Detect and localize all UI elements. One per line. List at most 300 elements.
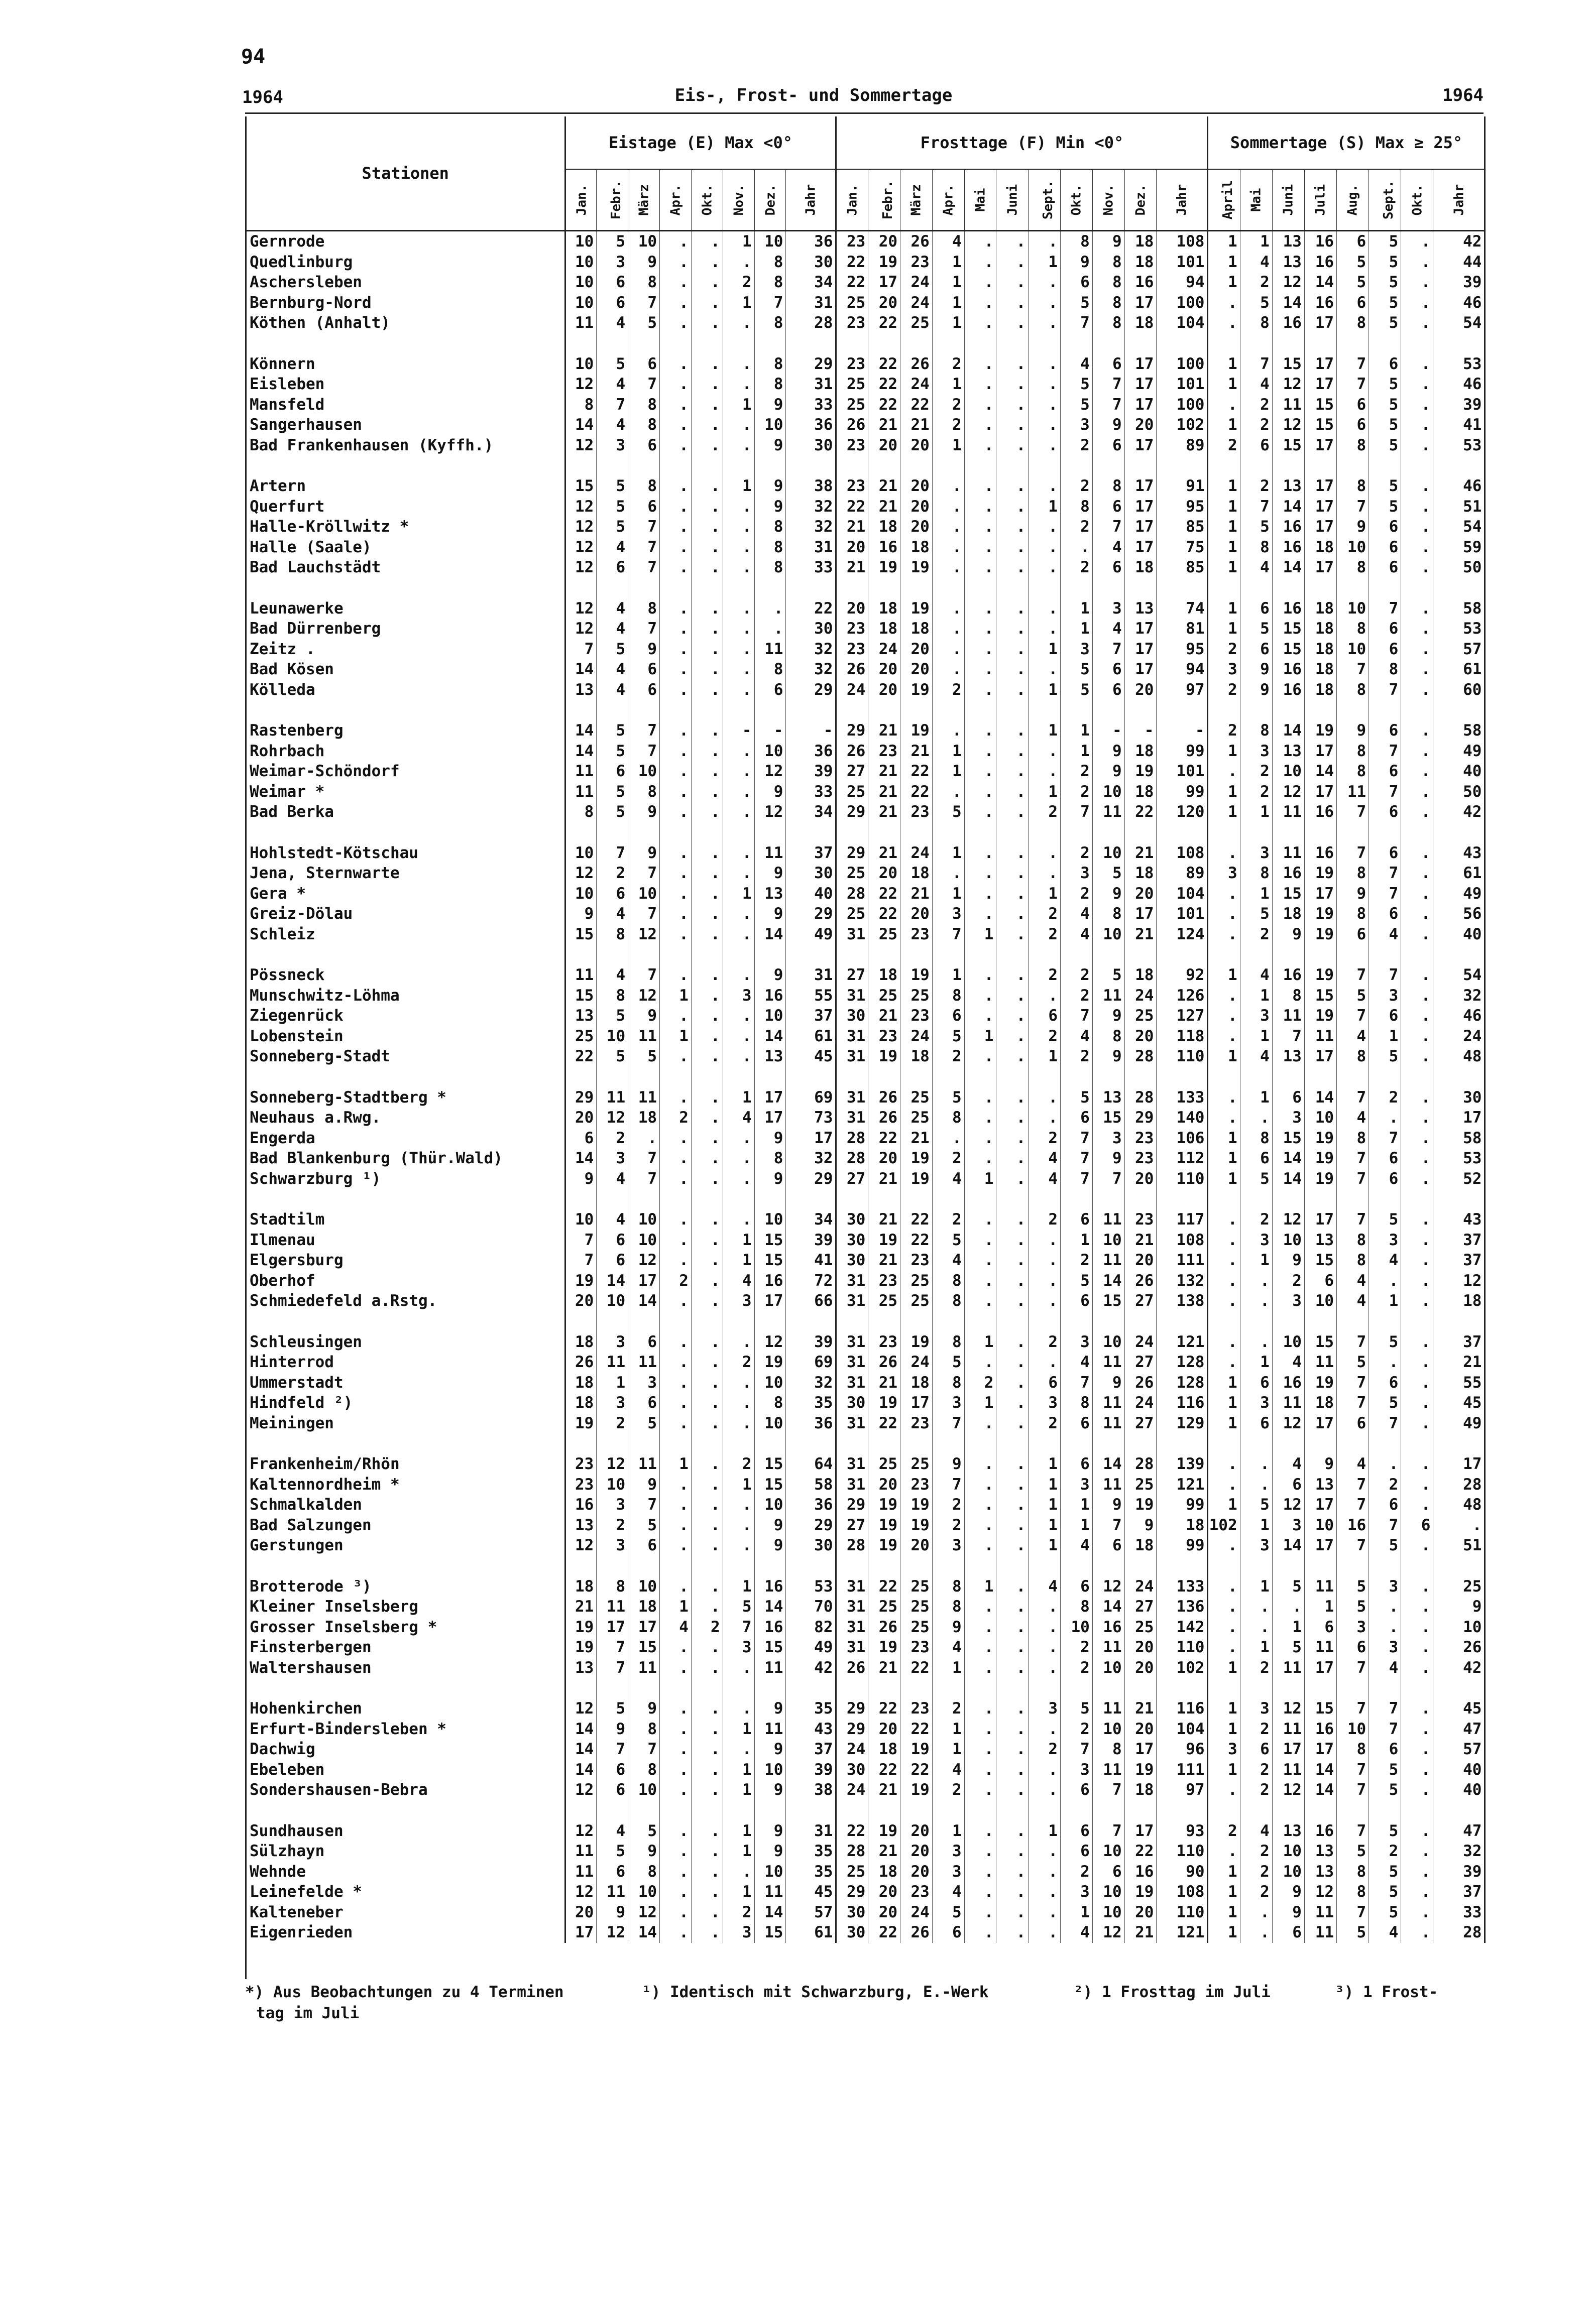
value-cell: 1 (1061, 1902, 1093, 1923)
spacer-cell (1433, 1311, 1485, 1332)
spacer-cell (1433, 578, 1485, 598)
spacer-cell (660, 1556, 692, 1576)
value-cell: 10 (1092, 843, 1124, 864)
value-cell: 16 (1092, 1617, 1124, 1638)
value-cell: . (1208, 1780, 1240, 1800)
value-cell: 12 (565, 435, 597, 456)
value-cell: . (1029, 863, 1061, 884)
value-cell: 5 (1369, 272, 1401, 293)
value-cell: 7 (597, 395, 628, 415)
value-cell: . (1029, 1291, 1061, 1311)
value-cell: 22 (900, 761, 933, 782)
value-cell: . (1208, 1576, 1240, 1597)
value-cell: 26 (868, 1087, 900, 1108)
value-cell: 1 (1029, 1475, 1061, 1495)
value-cell: 18 (565, 1332, 597, 1353)
value-cell: 10 (565, 354, 597, 375)
value-cell: 3 (1061, 1882, 1093, 1902)
value-cell: 19 (900, 598, 933, 619)
value-cell: . (691, 1739, 723, 1760)
value-cell: 28 (1124, 1454, 1157, 1475)
value-cell: 5 (1337, 1576, 1369, 1597)
value-cell: 3 (1240, 1535, 1272, 1556)
value-cell: . (1208, 1841, 1240, 1862)
value-cell: . (723, 1495, 754, 1515)
value-cell: 10 (1337, 598, 1369, 619)
value-cell: 1 (723, 1576, 754, 1597)
spacer-cell (868, 1311, 900, 1332)
value-cell: . (932, 863, 964, 884)
value-cell: 3 (597, 1495, 628, 1515)
spacer-cell (723, 455, 754, 476)
value-cell: 2 (1208, 1821, 1240, 1842)
value-cell: 7 (1337, 1821, 1369, 1842)
spacer-cell (996, 1311, 1029, 1332)
value-cell: 7 (1337, 1698, 1369, 1719)
spacer-cell (1272, 1189, 1304, 1209)
value-cell: . (691, 1454, 723, 1475)
spacer-cell (723, 1311, 754, 1332)
value-cell: 30 (786, 435, 836, 456)
value-cell: 7 (1061, 1169, 1093, 1189)
value-cell: 22 (900, 1230, 933, 1251)
spacer-cell (1208, 578, 1240, 598)
month-header (1092, 169, 1124, 231)
value-cell: 8 (1337, 1128, 1369, 1149)
value-cell: . (964, 1617, 996, 1638)
value-cell: 16 (754, 1271, 786, 1291)
value-cell: . (754, 598, 786, 619)
spacer-cell (964, 1678, 996, 1698)
value-cell: 16 (565, 1495, 597, 1515)
value-cell: 13 (565, 1658, 597, 1678)
value-cell: 1 (1208, 252, 1240, 273)
value-cell: 24 (900, 1026, 933, 1047)
value-cell: 16 (1304, 802, 1336, 822)
value-cell: . (1433, 1515, 1485, 1536)
value-cell: . (1208, 904, 1240, 924)
spacer-cell (723, 333, 754, 354)
table-row (247, 537, 1485, 558)
value-cell: . (691, 415, 723, 435)
table-row (247, 476, 1485, 497)
value-cell: 41 (1433, 415, 1485, 435)
value-cell: 19 (900, 1780, 933, 1800)
value-cell: 89 (1157, 435, 1208, 456)
value-cell: 3 (932, 1862, 964, 1882)
station-name: Köthen (Anhalt) (247, 313, 565, 333)
value-cell: 1 (1029, 884, 1061, 904)
spacer-cell (565, 700, 597, 720)
value-cell: 14 (1092, 1271, 1124, 1291)
value-cell: 28 (1433, 1922, 1485, 1943)
value-cell: 10 (1304, 1291, 1336, 1311)
value-cell: 1 (1208, 598, 1240, 619)
value-cell: 30 (786, 863, 836, 884)
spacer-cell (597, 1556, 628, 1576)
value-cell: 7 (628, 1148, 660, 1169)
spacer-cell (1061, 578, 1093, 598)
value-cell: 1 (932, 435, 964, 456)
value-cell: 6 (597, 1230, 628, 1251)
value-cell: . (691, 435, 723, 456)
value-cell: . (660, 272, 692, 293)
value-cell: 6 (1061, 1413, 1093, 1434)
value-cell: . (660, 924, 692, 945)
value-cell: 8 (754, 272, 786, 293)
value-cell: 9 (1272, 1902, 1304, 1923)
spacer-cell (1433, 822, 1485, 843)
value-cell: 19 (868, 1393, 900, 1413)
value-cell: 42 (1433, 1658, 1485, 1678)
value-cell: 7 (628, 720, 660, 741)
value-cell: 12 (1092, 1922, 1124, 1943)
value-cell: 25 (900, 986, 933, 1006)
spacer-cell (996, 944, 1029, 965)
value-cell: 8 (754, 1393, 786, 1413)
value-cell: 1 (723, 1760, 754, 1780)
value-cell: 21 (1124, 1698, 1157, 1719)
value-cell: 6 (1369, 619, 1401, 639)
spacer-cell (1208, 333, 1240, 354)
value-cell: 7 (628, 904, 660, 924)
month-header (786, 169, 836, 231)
value-cell: . (723, 965, 754, 986)
value-cell: 24 (1433, 1026, 1485, 1047)
value-cell: 1 (660, 986, 692, 1006)
value-cell: . (1029, 231, 1061, 252)
table-row (247, 1515, 1485, 1536)
spacer-cell (723, 1189, 754, 1209)
value-cell: 2 (1061, 1862, 1093, 1882)
value-cell: 22 (900, 1760, 933, 1780)
spacer-cell (754, 578, 786, 598)
value-cell: 18 (1157, 1515, 1208, 1536)
value-cell: 140 (1157, 1108, 1208, 1128)
value-cell: 33 (786, 557, 836, 578)
spacer-cell (628, 822, 660, 843)
value-cell: 5 (723, 1597, 754, 1617)
spacer-cell (996, 455, 1029, 476)
value-cell: 5 (1240, 904, 1272, 924)
value-cell: 25 (565, 1026, 597, 1047)
value-cell: . (996, 1617, 1029, 1638)
value-cell: 15 (1272, 884, 1304, 904)
value-cell: . (1401, 802, 1433, 822)
spacer-cell (1208, 1678, 1240, 1698)
spacer-cell (1124, 1433, 1157, 1454)
value-cell: . (1401, 965, 1433, 986)
spacer-cell (628, 700, 660, 720)
value-cell: . (660, 1535, 692, 1556)
value-cell: 14 (1272, 720, 1304, 741)
value-cell: . (996, 720, 1029, 741)
month-label: Apr. (668, 184, 683, 216)
value-cell: 27 (1124, 1413, 1157, 1434)
value-cell: 9 (754, 1780, 786, 1800)
value-cell: - (754, 720, 786, 741)
month-header (1369, 169, 1401, 231)
value-cell: 6 (1240, 598, 1272, 619)
value-cell: 10 (628, 761, 660, 782)
value-cell: . (660, 497, 692, 517)
value-cell: . (1401, 1882, 1433, 1902)
value-cell: 1 (1240, 1026, 1272, 1047)
table-row (247, 252, 1485, 273)
value-cell: - (723, 720, 754, 741)
value-cell: 5 (628, 1821, 660, 1842)
value-cell: . (964, 1046, 996, 1067)
value-cell: 40 (1433, 761, 1485, 782)
value-cell: 15 (565, 986, 597, 1006)
spacer-cell (628, 1678, 660, 1698)
value-cell: . (660, 252, 692, 273)
table-row (247, 1882, 1485, 1902)
value-cell: 26 (836, 741, 868, 762)
value-cell: . (1240, 1108, 1272, 1128)
value-cell: . (1401, 415, 1433, 435)
value-cell: 9 (628, 1841, 660, 1862)
value-cell: 13 (1272, 231, 1304, 252)
value-cell: 8 (628, 1719, 660, 1740)
spacer-cell (247, 1678, 565, 1698)
value-cell: 1 (1208, 1413, 1240, 1434)
month-label: Juli (1313, 184, 1328, 216)
value-cell: . (996, 1006, 1029, 1026)
value-cell: 9 (1272, 924, 1304, 945)
value-cell: 3 (1208, 863, 1240, 884)
value-cell: . (723, 1698, 754, 1719)
value-cell: 15 (754, 1250, 786, 1271)
page-number: 94 (241, 45, 266, 68)
spacer-cell (1208, 822, 1240, 843)
value-cell: . (964, 293, 996, 313)
value-cell: 11 (628, 1026, 660, 1047)
value-cell: 17 (1304, 884, 1336, 904)
value-cell: 9 (754, 435, 786, 456)
value-cell: 3 (597, 435, 628, 456)
station-name: Mansfeld (247, 395, 565, 415)
value-cell: 3 (597, 1148, 628, 1169)
value-cell: 21 (868, 761, 900, 782)
value-cell: . (1208, 1332, 1240, 1353)
value-cell: 5 (1240, 293, 1272, 313)
station-name: Schmiedefeld a.Rstg. (247, 1291, 565, 1311)
value-cell: . (964, 1006, 996, 1026)
value-cell: 17 (628, 1271, 660, 1291)
spacer-cell (247, 578, 565, 598)
value-cell: 1 (1029, 1535, 1061, 1556)
value-cell: . (964, 1821, 996, 1842)
value-cell: 2 (932, 1209, 964, 1230)
value-cell: 19 (565, 1637, 597, 1658)
value-cell: 6 (1369, 639, 1401, 660)
value-cell: 6 (1092, 659, 1124, 680)
value-cell: 108 (1157, 1882, 1208, 1902)
value-cell: 36 (786, 741, 836, 762)
value-cell: 1 (1208, 1128, 1240, 1149)
value-cell: 13 (1272, 741, 1304, 762)
value-cell: 3 (1272, 1515, 1304, 1536)
month-label: Jan. (845, 184, 860, 216)
value-cell: 18 (900, 863, 933, 884)
value-cell: 7 (628, 557, 660, 578)
group-spacer (247, 822, 1485, 843)
value-cell: 5 (1369, 1535, 1401, 1556)
value-cell: . (660, 374, 692, 395)
value-cell: 24 (900, 1352, 933, 1373)
station-name: Weimar * (247, 782, 565, 802)
value-cell: 6 (597, 1780, 628, 1800)
value-cell: . (691, 1006, 723, 1026)
value-cell: 7 (1061, 1373, 1093, 1393)
value-cell: 31 (836, 1475, 868, 1495)
value-cell: 23 (836, 619, 868, 639)
value-cell: 6 (597, 557, 628, 578)
value-cell: 21 (868, 1841, 900, 1862)
value-cell: 99 (1157, 1495, 1208, 1515)
value-cell: 18 (1124, 863, 1157, 884)
spacer-cell (565, 578, 597, 598)
value-cell: . (996, 1046, 1029, 1067)
spacer-cell (1304, 1556, 1336, 1576)
value-cell: 4 (597, 313, 628, 333)
value-cell: 16 (1272, 863, 1304, 884)
spacer-cell (723, 944, 754, 965)
value-cell: 7 (1061, 1739, 1093, 1760)
spacer-cell (900, 1800, 933, 1821)
table-row (247, 354, 1485, 375)
month-header (996, 169, 1029, 231)
value-cell: . (691, 1495, 723, 1515)
value-cell: 4 (1061, 904, 1093, 924)
spacer-cell (1304, 1189, 1336, 1209)
value-cell: 128 (1157, 1352, 1208, 1373)
value-cell: 12 (597, 1108, 628, 1128)
value-cell: 28 (786, 313, 836, 333)
table-row (247, 1454, 1485, 1475)
value-cell: . (1208, 1597, 1240, 1617)
value-cell: 7 (932, 924, 964, 945)
spacer-cell (247, 455, 565, 476)
spacer-cell (1337, 944, 1369, 965)
value-cell: . (996, 1454, 1029, 1475)
value-cell: 45 (786, 1046, 836, 1067)
value-cell: . (660, 1821, 692, 1842)
value-cell: 27 (1124, 1597, 1157, 1617)
value-cell: 22 (868, 1698, 900, 1719)
table-row (247, 1271, 1485, 1291)
value-cell: 5 (628, 313, 660, 333)
value-cell: 30 (836, 1230, 868, 1251)
table-row (247, 802, 1485, 822)
spacer-cell (964, 455, 996, 476)
value-cell: . (1401, 1046, 1433, 1067)
spacer-cell (1304, 1311, 1336, 1332)
value-cell: 8 (1337, 557, 1369, 578)
value-cell: 1 (932, 843, 964, 864)
value-cell: 7 (1240, 354, 1272, 375)
spacer-cell (723, 1800, 754, 1821)
value-cell: 12 (1272, 1698, 1304, 1719)
value-cell: . (660, 395, 692, 415)
value-cell: . (964, 1882, 996, 1902)
spacer-cell (628, 1800, 660, 1821)
value-cell: 2 (932, 415, 964, 435)
spacer-cell (597, 944, 628, 965)
value-cell: 22 (900, 1658, 933, 1678)
month-header (628, 169, 660, 231)
station-name: Halle (Saale) (247, 537, 565, 558)
table-row (247, 741, 1485, 762)
value-cell: 38 (786, 476, 836, 497)
value-cell: 2 (1029, 1332, 1061, 1353)
station-name: Hindfeld ²) (247, 1393, 565, 1413)
value-cell: 2 (1240, 272, 1272, 293)
spacer-cell (660, 1678, 692, 1698)
value-cell: 12 (1272, 415, 1304, 435)
value-cell: 58 (1433, 1128, 1485, 1149)
value-cell: . (723, 415, 754, 435)
spacer-cell (1433, 700, 1485, 720)
value-cell: 40 (1433, 924, 1485, 945)
spacer-cell (691, 1311, 723, 1332)
month-label: Nov. (1101, 184, 1116, 216)
value-cell: 11 (628, 1454, 660, 1475)
value-cell: 101 (1157, 761, 1208, 782)
value-cell: . (964, 1454, 996, 1475)
value-cell: . (1208, 1209, 1240, 1230)
spacer-cell (868, 700, 900, 720)
value-cell: . (996, 884, 1029, 904)
month-label: Okt. (1409, 184, 1425, 216)
value-cell: 1 (1208, 619, 1240, 639)
value-cell: 9 (932, 1454, 964, 1475)
spacer-cell (691, 1067, 723, 1087)
table-row (247, 1250, 1485, 1271)
value-cell: 20 (868, 435, 900, 456)
value-cell: 11 (1304, 1637, 1336, 1658)
spacer-cell (868, 1800, 900, 1821)
value-cell: 5 (1240, 1169, 1272, 1189)
value-cell: 3 (1369, 1637, 1401, 1658)
value-cell: 2 (1061, 557, 1093, 578)
spacer-cell (996, 1556, 1029, 1576)
value-cell: 38 (786, 1780, 836, 1800)
value-cell: 8 (754, 374, 786, 395)
value-cell: . (932, 639, 964, 660)
station-name: Elgersburg (247, 1250, 565, 1271)
spacer-cell (1240, 700, 1272, 720)
value-cell: . (1240, 1454, 1272, 1475)
value-cell: . (1369, 1352, 1401, 1373)
value-cell: 133 (1157, 1087, 1208, 1108)
station-name: Kleiner Inselsberg (247, 1597, 565, 1617)
value-cell: 2 (1369, 1841, 1401, 1862)
value-cell: 37 (786, 1006, 836, 1026)
value-cell: 7 (1337, 659, 1369, 680)
value-cell: 19 (1124, 1760, 1157, 1780)
value-cell: 6 (628, 497, 660, 517)
spacer-cell (1029, 1800, 1061, 1821)
value-cell: . (1029, 1922, 1061, 1943)
spacer-cell (786, 578, 836, 598)
spacer-cell (247, 1311, 565, 1332)
value-cell: 7 (1369, 863, 1401, 884)
value-cell: 1 (1029, 497, 1061, 517)
value-cell: . (996, 1576, 1029, 1597)
value-cell: 5 (1369, 293, 1401, 313)
